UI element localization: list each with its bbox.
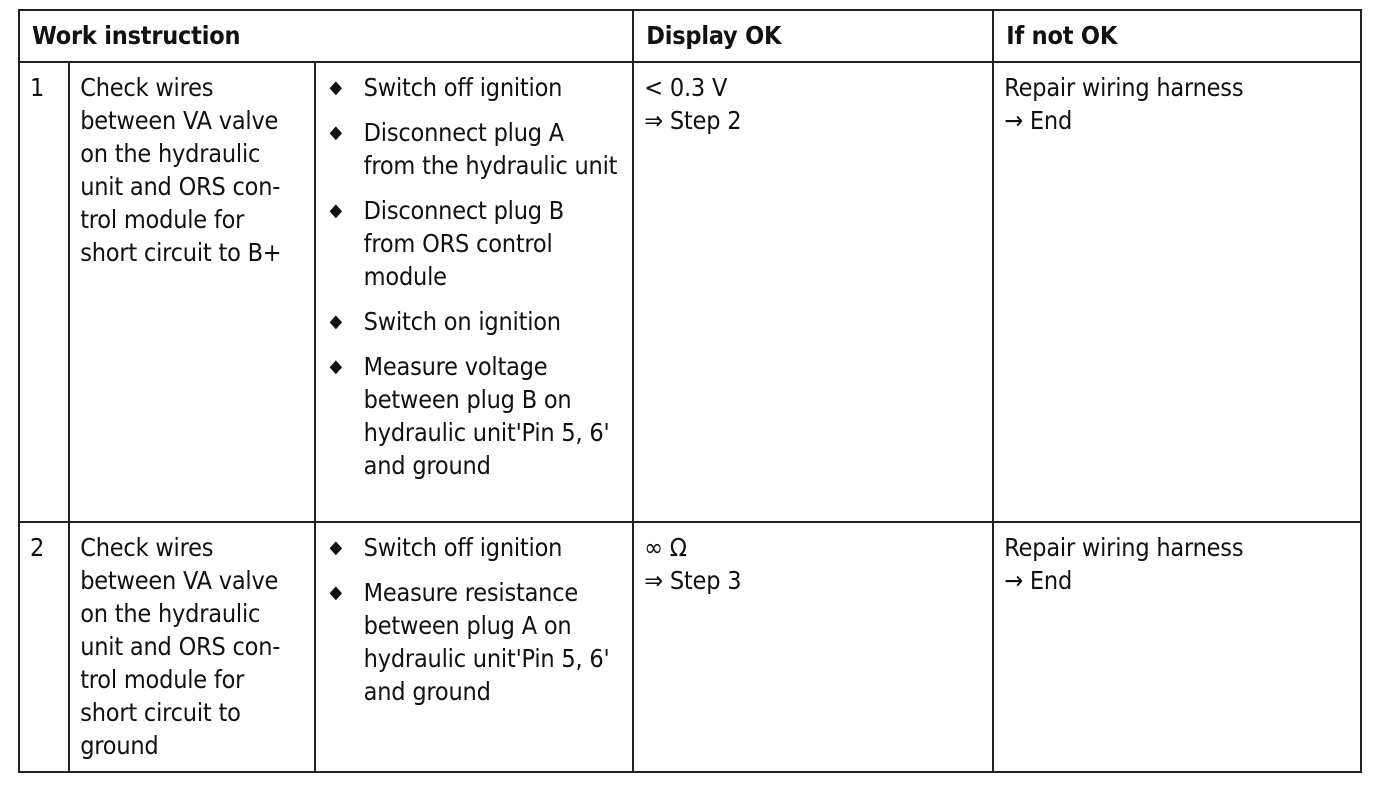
action-item — [326, 305, 623, 338]
display-ok-cell — [633, 62, 993, 522]
if-not-ok-next: → End — [1004, 106, 1073, 135]
diamond-icon: ◆ — [329, 311, 342, 332]
header-if-not-ok: If not OK — [993, 10, 1361, 62]
display-ok-value: ∞ Ω — [644, 533, 687, 562]
action-item — [326, 116, 623, 182]
diamond-icon: ◆ — [329, 122, 342, 143]
action-text: Switch on ignition — [363, 307, 561, 336]
action-list-cell — [315, 62, 634, 522]
diamond-icon: ◆ — [329, 200, 342, 221]
if-not-ok-next: → End — [1004, 566, 1073, 595]
step-number: 2 — [19, 522, 69, 772]
if-not-ok-action: Repair wiring harness — [1004, 73, 1244, 102]
display-ok-value: < 0.3 V — [644, 73, 728, 102]
action-list — [326, 531, 623, 708]
step-number: 1 — [19, 62, 69, 522]
table-row — [19, 522, 1361, 772]
action-list — [326, 71, 623, 482]
action-text: Disconnect plug A from the hydraulic unit — [363, 118, 618, 180]
action-text: Measure resistance between plug A on hydraulic unit'Pin 5, 6' and ground — [363, 578, 610, 706]
action-text: Measure voltage between plug B on hydraulic unit'Pin 5, 6' and ground — [363, 352, 610, 480]
step-description: Check wires between VA valve on the hydraulic unit and ORS con-trol module for short circuit to ground — [69, 522, 314, 772]
diamond-icon: ◆ — [329, 356, 342, 377]
if-not-ok-cell — [993, 62, 1361, 522]
work-instruction-table — [18, 9, 1362, 773]
action-item — [326, 71, 623, 104]
if-not-ok-cell — [993, 522, 1361, 772]
diamond-icon: ◆ — [329, 582, 342, 603]
action-text: Switch off ignition — [363, 533, 563, 562]
action-item — [326, 531, 623, 564]
step-description: Check wires between VA valve on the hydraulic unit and ORS con-trol module for short circuit to B+ — [69, 62, 314, 522]
header-display-ok: Display OK — [633, 10, 993, 62]
table-header-row — [19, 10, 1361, 62]
display-ok-next-step: ⇒ Step 3 — [644, 566, 742, 595]
action-item — [326, 350, 623, 482]
action-list-cell — [315, 522, 634, 772]
action-text: Switch off ignition — [363, 73, 563, 102]
header-work-instruction: Work instruction — [19, 10, 633, 62]
action-item — [326, 576, 623, 708]
display-ok-cell — [633, 522, 993, 772]
table-row — [19, 62, 1361, 522]
if-not-ok-action: Repair wiring harness — [1004, 533, 1244, 562]
diamond-icon: ◆ — [329, 537, 342, 558]
diamond-icon: ◆ — [329, 77, 342, 98]
action-item — [326, 194, 623, 293]
action-text: Disconnect plug B from ORS control module — [363, 196, 565, 291]
work-instruction-table-wrapper — [18, 9, 1362, 773]
display-ok-next-step: ⇒ Step 2 — [644, 106, 742, 135]
